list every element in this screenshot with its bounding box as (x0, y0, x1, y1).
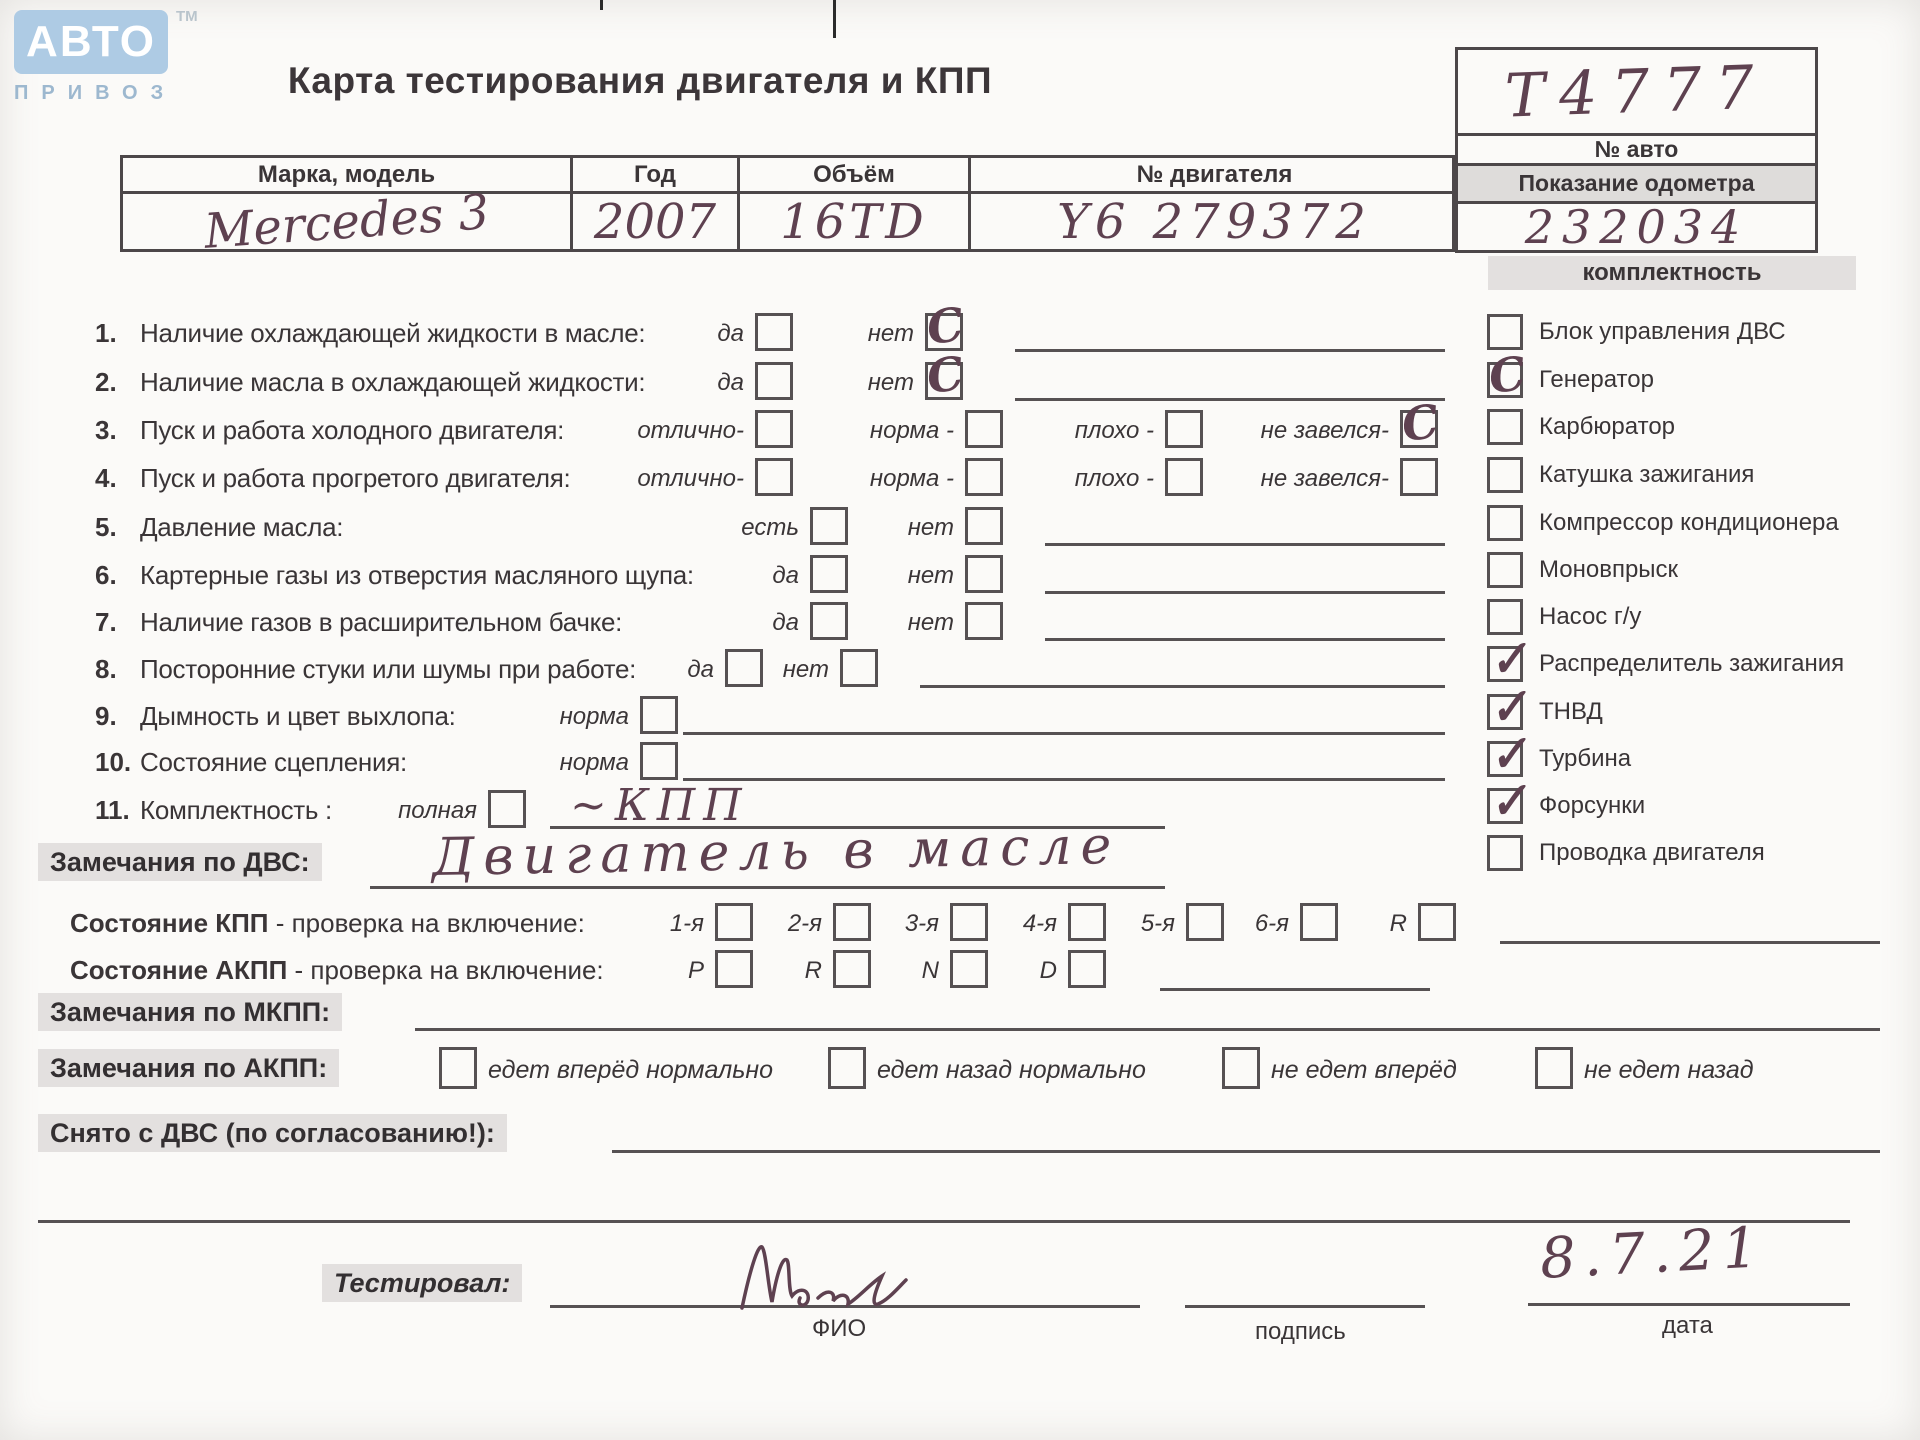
odometer-header: Показание одометра (1458, 163, 1815, 201)
equipment-checkbox[interactable] (1485, 724, 1532, 784)
fio-caption: ФИО (812, 1315, 867, 1342)
option-label: норма - (869, 465, 954, 492)
option-label: нет (907, 562, 954, 589)
note-line[interactable] (683, 778, 1445, 781)
signature-caption: подпись (1255, 1318, 1346, 1345)
dvs-remarks-handwriting: Двигатель в масле (431, 815, 1121, 889)
kpp-checkbox-3[interactable] (904, 903, 988, 941)
option-label: 1-я (669, 910, 704, 937)
option-label: плохо - (1074, 465, 1154, 492)
option-label: нет (907, 609, 954, 636)
akpp-checkbox-p[interactable] (687, 950, 753, 988)
checkbox-plokho[interactable] (1074, 458, 1203, 496)
logo-badge (14, 10, 168, 74)
auto-number-value: Т4777 (1503, 51, 1770, 132)
checkbox-da[interactable] (717, 362, 793, 400)
year-value: 2007 (593, 193, 717, 250)
checkbox-norma[interactable] (869, 410, 1003, 448)
option-label: R (1389, 910, 1407, 937)
option-label: R (804, 957, 822, 984)
checkbox-norma[interactable] (559, 742, 678, 780)
option-label: да (717, 320, 744, 347)
checkbox-da[interactable] (687, 649, 763, 687)
equipment-label: Распределитель зажигания (1539, 650, 1845, 677)
date-caption: дата (1662, 1312, 1713, 1339)
auto-number-label: № авто (1458, 133, 1815, 163)
item-number: 2. (95, 367, 117, 397)
option-label: 6-я (1254, 910, 1289, 937)
checkbox-net[interactable] (907, 602, 1003, 640)
option-label: 4-я (1022, 910, 1057, 937)
equipment-label: Насос г/у (1539, 603, 1642, 630)
option-label: едет назад нормально (877, 1056, 1146, 1084)
option-label: не едет вперёд (1271, 1056, 1457, 1084)
checkbox-da[interactable] (772, 602, 848, 640)
checkbox-norma[interactable] (559, 696, 678, 734)
col-header-make: Марка, модель (123, 158, 573, 194)
signature-line[interactable] (1185, 1305, 1425, 1308)
item-label: Пуск и работа холодного двигателя: (140, 415, 565, 445)
completeness-handwriting: ~КПП (570, 780, 750, 831)
item-label: Наличие газов в расширительном бачке: (140, 607, 623, 637)
date-handwriting: 8.7.21 (1538, 1215, 1768, 1292)
check-mark: C (1485, 345, 1530, 405)
kpp-checkbox-6[interactable] (1254, 903, 1338, 941)
checkbox-da[interactable] (717, 313, 793, 351)
equipment-label: Форсунки (1539, 792, 1646, 819)
note-line[interactable] (1015, 349, 1445, 352)
checkbox-otlichno[interactable] (637, 410, 793, 448)
equipment-checkbox[interactable] (1487, 314, 1523, 350)
option-label: нет (867, 320, 914, 347)
option-label: N (921, 957, 939, 984)
item-label: Давление масла: (140, 512, 344, 542)
equipment-checkbox[interactable] (1485, 677, 1532, 737)
item-label: Картерные газы из отверстия масляного щупа: (140, 560, 694, 590)
tested-by-label: Тестировал: (322, 1264, 522, 1302)
page-title: Карта тестирования двигателя и КПП (287, 60, 993, 101)
col-header-year: Год (573, 158, 740, 194)
equipment-label: Компрессор кондиционера (1539, 509, 1839, 536)
akpp-reverse-ok-checkbox[interactable] (828, 1047, 1146, 1089)
avtoprivoz-logo (14, 8, 198, 105)
footer-divider (38, 1220, 1850, 1223)
check-mark: ✓ (1485, 677, 1532, 737)
option-label: 2-я (787, 910, 822, 937)
kpp-row-label: Состояние КПП - проверка на включение: (70, 908, 585, 938)
akpp-remarks-label: Замечания по АКПП: (38, 1049, 339, 1087)
checkbox-da[interactable] (772, 555, 848, 593)
item-label: Посторонние стуки или шумы при работе: (140, 654, 637, 684)
equipment-checkbox[interactable] (1487, 835, 1523, 871)
akpp-checkbox-n[interactable] (921, 950, 988, 988)
akpp-checkbox-r[interactable] (804, 950, 871, 988)
equipment-checkbox[interactable] (1487, 457, 1523, 493)
option-label: да (687, 656, 714, 683)
option-label: полная (398, 797, 477, 824)
col-header-engine: № двигателя (971, 158, 1458, 194)
check-mark: ✓ (1485, 724, 1532, 784)
trademark-label: ТМ (176, 8, 198, 25)
checkbox-ne-zavelsya[interactable] (1260, 458, 1438, 496)
note-line[interactable] (683, 732, 1445, 735)
option-label: да (772, 562, 799, 589)
note-line[interactable] (1045, 638, 1445, 641)
kpp-checkbox-2[interactable] (787, 903, 871, 941)
item-number: 9. (95, 701, 117, 731)
equipment-label: Блок управления ДВС (1539, 318, 1786, 345)
volume-value: 16ТD (780, 193, 928, 250)
item-number: 10. (95, 747, 132, 777)
mkpp-remarks-label: Замечания по МКПП: (38, 993, 342, 1031)
option-label: не едет назад (1584, 1056, 1754, 1084)
option-label: есть (741, 514, 799, 541)
item-label: Наличие масла в охлаждающей жидкости: (140, 367, 646, 397)
equipment-label: ТНВД (1539, 698, 1603, 725)
akpp-row-label: Состояние АКПП - проверка на включение: (70, 955, 604, 985)
option-label: плохо - (1074, 417, 1154, 444)
kpp-check-row (0, 903, 1900, 943)
item-label: Дымность и цвет выхлопа: (140, 701, 456, 731)
equipment-label: Карбюратор (1539, 413, 1676, 440)
option-label: 5-я (1140, 910, 1175, 937)
checkbox-norma[interactable] (869, 458, 1003, 496)
auto-number-box (1455, 47, 1818, 253)
date-line[interactable] (1528, 1303, 1850, 1306)
option-label: норма (559, 749, 629, 776)
checklist-row-9 (0, 696, 1900, 736)
checkbox-otlichno[interactable] (637, 458, 793, 496)
check-mark: C (923, 345, 968, 405)
vehicle-info-table (120, 155, 1455, 260)
option-label: отлично- (637, 417, 744, 444)
odometer-value: 232034 (1524, 200, 1749, 254)
make-value: Mercedes 3 (202, 183, 491, 260)
kpp-checkbox-4[interactable] (1022, 903, 1106, 941)
checkbox-polnaya[interactable] (398, 790, 526, 828)
equipment-header: комплектность (1488, 256, 1856, 290)
engine-number-value: Y6 279372 (1057, 193, 1372, 250)
option-label: нет (867, 369, 914, 396)
checkbox-net[interactable] (867, 345, 968, 405)
kpp-checkbox-1[interactable] (669, 903, 753, 941)
note-line[interactable] (1015, 398, 1445, 401)
item-number: 3. (95, 415, 117, 445)
checkbox-ne-zavelsya[interactable] (1260, 393, 1443, 453)
removed-from-engine-label: Снято с ДВС (по согласованию!): (38, 1114, 507, 1152)
note-line[interactable] (920, 685, 1445, 688)
item-number: 11. (95, 795, 130, 825)
note-line[interactable] (1045, 543, 1445, 546)
equipment-label: Проводка двигателя (1539, 839, 1765, 866)
option-label: едет вперёд нормально (488, 1056, 774, 1084)
equipment-checkbox[interactable] (1487, 599, 1523, 635)
akpp-no-forward-checkbox[interactable] (1222, 1047, 1457, 1089)
scan-artifact (833, 0, 836, 38)
kpp-checkbox-5[interactable] (1140, 903, 1224, 941)
item-label: Наличие охлаждающей жидкости в масле: (140, 318, 646, 348)
item-number: 1. (95, 318, 117, 348)
removed-line[interactable] (612, 1150, 1880, 1153)
check-mark: ✓ (1485, 771, 1532, 831)
item-label: Состояние сцепления: (140, 747, 407, 777)
equipment-checkbox[interactable] (1485, 771, 1532, 831)
option-label: норма - (869, 417, 954, 444)
tester-signature (730, 1238, 960, 1318)
item-number: 7. (95, 607, 117, 637)
option-label: да (717, 369, 744, 396)
scan-artifact (600, 0, 603, 10)
akpp-checkbox-d[interactable] (1039, 950, 1106, 988)
checkbox-net[interactable] (782, 649, 878, 687)
option-label: 3-я (904, 910, 939, 937)
akpp-check-row (0, 950, 1900, 990)
equipment-label: Генератор (1539, 366, 1654, 393)
akpp-note-line[interactable] (1160, 988, 1430, 991)
logo-brand: АВТО (26, 17, 156, 66)
checkbox-net[interactable] (907, 507, 1003, 545)
item-number: 6. (95, 560, 117, 590)
equipment-checkbox[interactable] (1487, 409, 1523, 445)
kpp-note-line[interactable] (1500, 941, 1880, 944)
option-label: да (772, 609, 799, 636)
checkbox-est[interactable] (741, 507, 848, 545)
dvs-remarks-label: Замечания по ДВС: (38, 843, 322, 881)
equipment-checkbox[interactable] (1487, 505, 1523, 541)
akpp-no-reverse-checkbox[interactable] (1535, 1047, 1754, 1089)
equipment-label: Моновпрыск (1539, 556, 1679, 583)
option-label: нет (782, 656, 829, 683)
check-mark: C (1398, 393, 1443, 453)
option-label: D (1039, 957, 1057, 984)
equipment-label: Катушка зажигания (1539, 461, 1755, 488)
equipment-label: Турбина (1539, 745, 1632, 772)
item-label: Пуск и работа прогретого двигателя: (140, 463, 571, 493)
item-number: 4. (95, 463, 117, 493)
equipment-checkbox[interactable] (1485, 629, 1532, 689)
checkbox-net[interactable] (867, 296, 968, 356)
option-label: отлично- (637, 465, 744, 492)
option-label: не завелся- (1260, 465, 1389, 492)
equipment-checkbox[interactable] (1485, 345, 1530, 405)
option-label: нет (907, 514, 954, 541)
note-line[interactable] (1045, 591, 1445, 594)
item-label: Комплектность : (140, 795, 332, 825)
option-label: норма (559, 703, 629, 730)
item-number: 5. (95, 512, 117, 542)
item-number: 8. (95, 654, 117, 684)
checkbox-plokho[interactable] (1074, 410, 1203, 448)
check-mark: C (923, 296, 968, 356)
akpp-forward-ok-checkbox[interactable] (439, 1047, 774, 1089)
col-header-volume: Объём (740, 158, 971, 194)
kpp-checkbox-r[interactable] (1389, 903, 1456, 941)
equipment-checkbox[interactable] (1487, 552, 1523, 588)
mkpp-remarks-line[interactable] (415, 1028, 1880, 1031)
checkbox-net[interactable] (907, 555, 1003, 593)
option-label: не завелся- (1260, 417, 1389, 444)
option-label: P (687, 957, 704, 984)
check-mark: ✓ (1485, 629, 1532, 689)
logo-subtitle: ПРИВОЗ (14, 82, 177, 104)
